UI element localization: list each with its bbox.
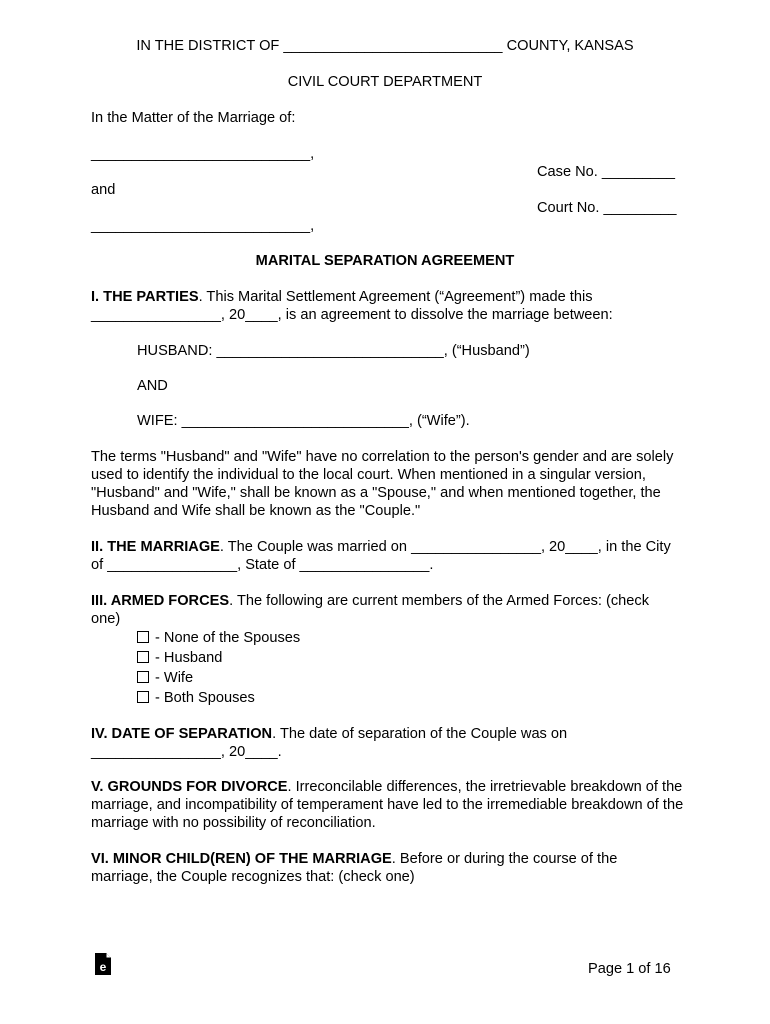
section5-heading: V. GROUNDS FOR DIVORCE [91, 779, 288, 795]
section4-heading: IV. DATE OF SEPARATION [91, 726, 273, 742]
section6-text: . Before or during the course of the marriage, the Couple recognizes that: (check one) [91, 851, 618, 885]
document-title: MARITAL SEPARATION AGREEMENT [255, 253, 515, 269]
section4-text: . The date of separation of the Couple was on ________________, 20____. [91, 726, 568, 760]
option-both [137, 688, 300, 708]
department-line: CIVIL COURT DEPARTMENT [287, 74, 483, 90]
checkbox[interactable] [137, 631, 149, 643]
checkbox[interactable] [137, 651, 149, 663]
checkbox[interactable] [137, 671, 149, 683]
wife-line: WIFE: ____________________________, (“Wife”). [137, 413, 470, 429]
section1-line1 [91, 288, 593, 306]
option-label: - Wife [155, 670, 194, 686]
section1-line2: ________________, 20____, is an agreement to dissolve the marriage between: [91, 307, 613, 323]
option-label: - Husband [155, 650, 223, 666]
section5-paragraph [91, 778, 691, 832]
section1-text: . This Marital Settlement Agreement (“Agreement”) made this [198, 289, 593, 305]
section3-paragraph [91, 592, 681, 628]
court-line: IN THE DISTRICT OF ___________________________ COUNTY, KANSAS [136, 38, 634, 54]
and-label: and [91, 182, 116, 198]
party1-blank: ___________________________, [91, 146, 315, 162]
party2-blank: ___________________________, [91, 218, 315, 234]
section4-paragraph [91, 725, 611, 761]
armed-forces-options [137, 628, 300, 708]
section6-paragraph [91, 850, 651, 886]
document-e-icon [94, 952, 112, 976]
section2-text: . The Couple was married on ________________, 20____, in the City of ________________, State of ________________. [91, 539, 671, 573]
option-wife [137, 668, 300, 688]
matter-of-label: In the Matter of the Marriage of: [91, 110, 296, 126]
section2-paragraph [91, 538, 681, 574]
terms-text: The terms "Husband" and "Wife" have no correlation to the person's gender and are solely used to identify the individual to the local court. When mentioned in a singular version, "Husband" and "Wife," shall be known as a "Spouse," and when mentioned together, the Husband and Wife shall be known as the "Couple." [91, 449, 674, 519]
terms-paragraph [91, 448, 681, 520]
option-none [137, 628, 300, 648]
section6-heading: VI. MINOR CHILD(REN) OF THE MARRIAGE [91, 851, 392, 867]
option-label: - None of the Spouses [155, 630, 301, 646]
husband-line: HUSBAND: ____________________________, (“Husband”) [137, 343, 530, 359]
svg-text:e: e [99, 960, 107, 974]
court-number: Court No. _________ [537, 200, 677, 216]
option-label: - Both Spouses [155, 690, 255, 706]
case-number: Case No. _________ [537, 164, 675, 180]
section3-heading: III. ARMED FORCES [91, 593, 230, 609]
and-separator: AND [137, 378, 168, 394]
section3-text: . The following are current members of the Armed Forces: (check one) [91, 593, 649, 627]
section5-text: . Irreconcilable differences, the irretrievable breakdown of the marriage, and incompatibility of temperament have led to the irremediable breakdown of the marriage with no possibility of reconciliation. [91, 779, 684, 831]
option-husband [137, 648, 300, 668]
section1-heading: I. THE PARTIES [91, 289, 199, 305]
page-number: Page 1 of 16 [588, 961, 671, 977]
section2-heading: II. THE MARRIAGE [91, 539, 220, 555]
checkbox[interactable] [137, 691, 149, 703]
